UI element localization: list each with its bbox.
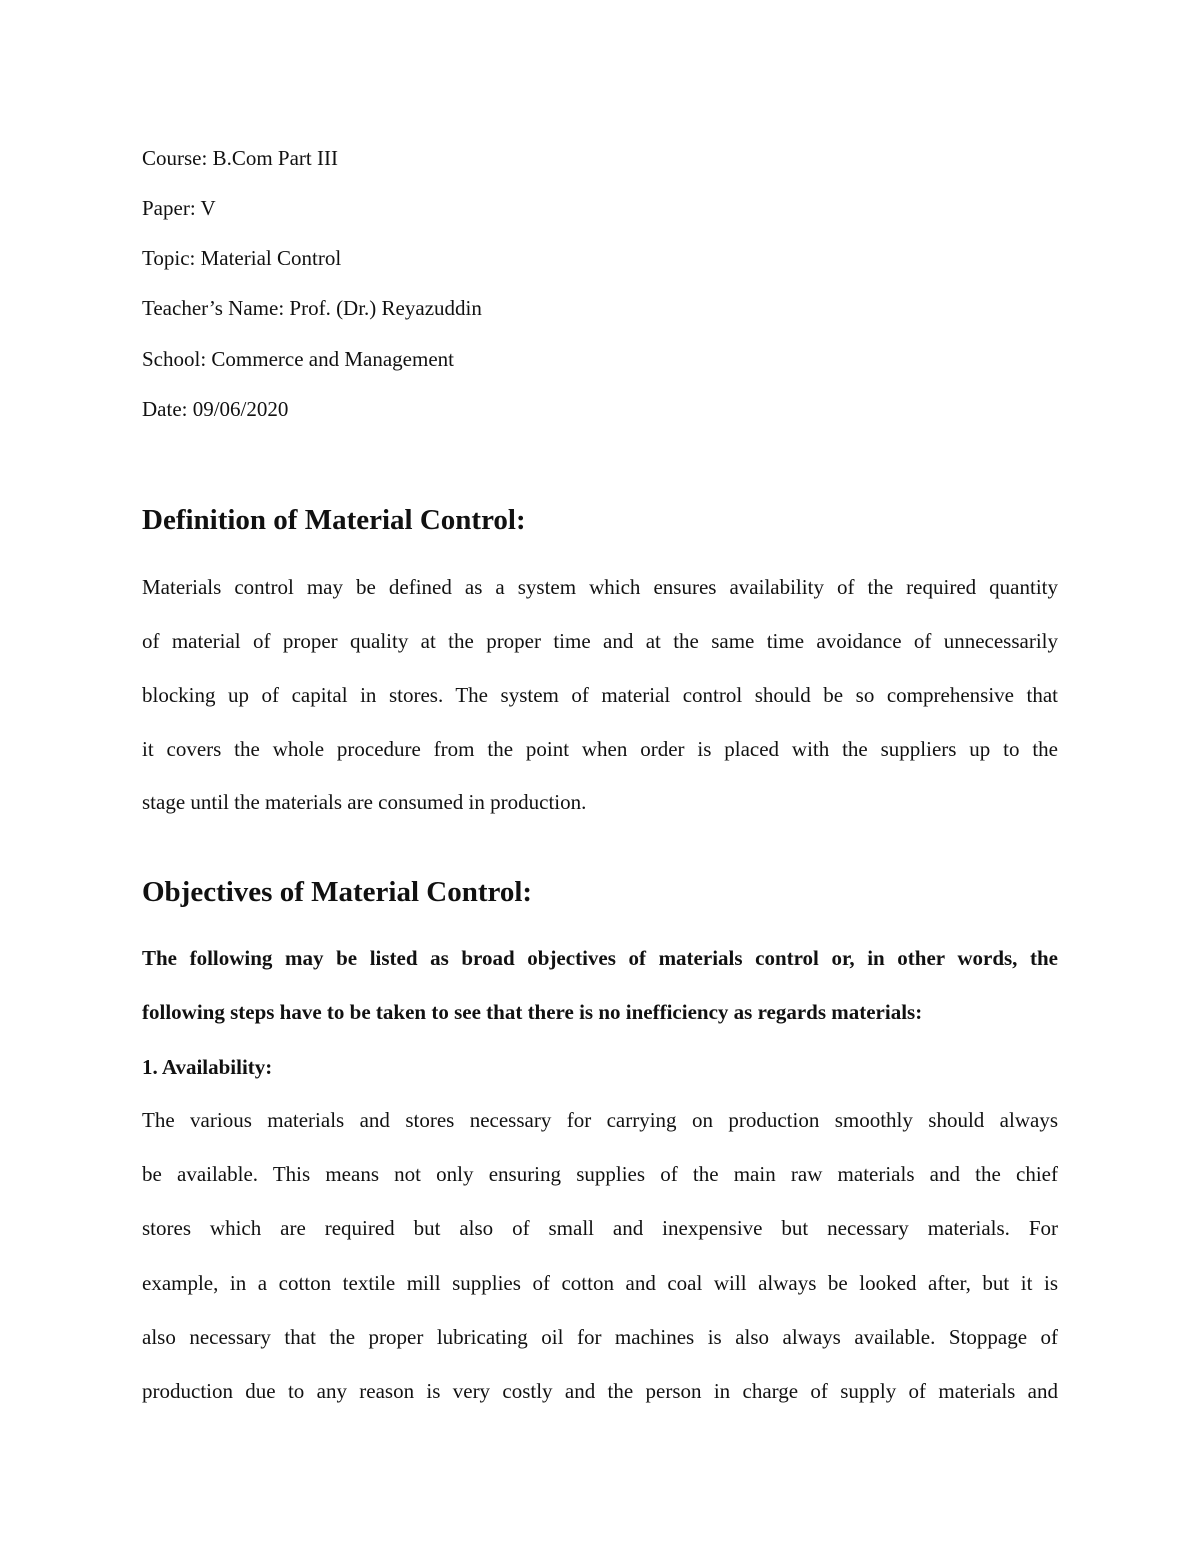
definition-line: stage until the materials are consumed in production. — [142, 790, 587, 814]
availability-title: 1. Availability: — [142, 1055, 273, 1079]
paper-line: Paper: V — [142, 196, 216, 220]
objectives-intro-line: The following may be listed as broad objectives of materials control or, in other words, the — [142, 946, 1058, 970]
definition-line: of material of proper quality at the proper time and at the same time avoidance of unnecessarily — [142, 629, 1058, 653]
objectives-intro-line: following steps have to be taken to see that there is no inefficiency as regards materials: — [142, 1000, 923, 1024]
school-line: School: Commerce and Management — [142, 347, 454, 371]
availability-line: be available. This means not only ensuring supplies of the main raw materials and the chief — [142, 1162, 1058, 1186]
date-line: Date: 09/06/2020 — [142, 397, 289, 421]
definition-heading: Definition of Material Control: — [142, 504, 526, 536]
teacher-line: Teacher’s Name: Prof. (Dr.) Reyazuddin — [142, 296, 482, 320]
definition-line: blocking up of capital in stores. The system of material control should be so comprehensive that — [142, 683, 1058, 707]
definition-line: it covers the whole procedure from the point when order is placed with the suppliers up to the — [142, 737, 1058, 761]
objectives-heading: Objectives of Material Control: — [142, 876, 533, 908]
availability-line: The various materials and stores necessary for carrying on production smoothly should always — [142, 1108, 1058, 1132]
availability-line: stores which are required but also of small and inexpensive but necessary materials. For — [142, 1216, 1058, 1240]
availability-line: production due to any reason is very costly and the person in charge of supply of materials and — [142, 1379, 1058, 1403]
availability-line: example, in a cotton textile mill supplies of cotton and coal will always be looked after, but it is — [142, 1271, 1058, 1295]
availability-line: also necessary that the proper lubricating oil for machines is also always available. Stoppage of — [142, 1325, 1058, 1349]
topic-line: Topic: Material Control — [142, 246, 342, 270]
definition-line: Materials control may be defined as a system which ensures availability of the required quantity — [142, 575, 1058, 599]
course-line: Course: B.Com Part III — [142, 146, 338, 170]
